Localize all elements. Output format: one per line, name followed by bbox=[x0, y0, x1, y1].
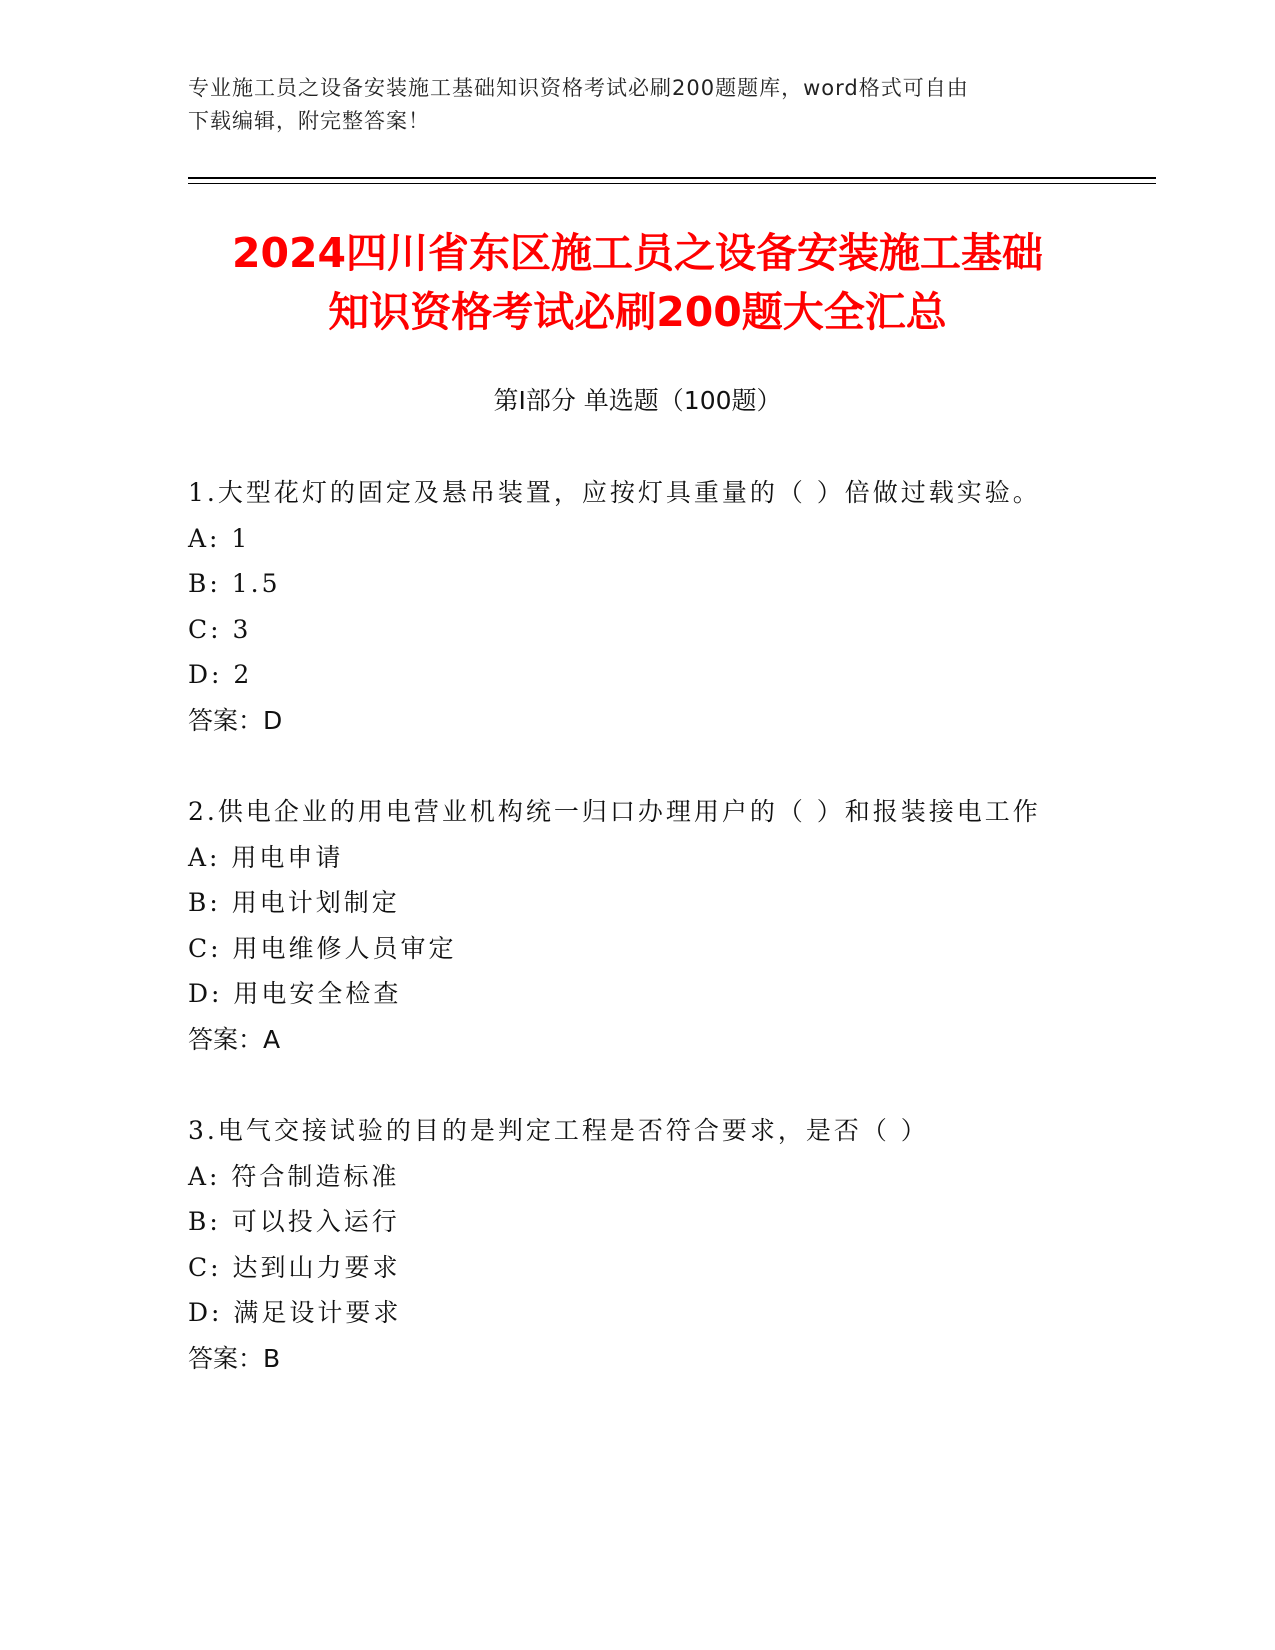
answer: 答案：B bbox=[188, 1343, 281, 1373]
option-c: C: 用电维修人员审定 bbox=[188, 933, 457, 963]
answer: 答案：D bbox=[188, 705, 283, 735]
question-stem: 2.供电企业的用电营业机构统一归口办理用户的（ ）和报装接电工作 bbox=[188, 797, 1041, 826]
intro-text bbox=[188, 72, 1068, 138]
intro-line-1: 专业施工员之设备安装施工基础知识资格考试必刷200题题库，word格式可自由 bbox=[188, 76, 969, 100]
header-divider-thick bbox=[188, 177, 1156, 179]
option-d: D: 用电安全检查 bbox=[188, 979, 402, 1008]
question-stem: 1.大型花灯的固定及悬吊装置，应按灯具重量的（ ）倍做过载实验。 bbox=[188, 478, 1041, 507]
question-stem: 3.电气交接试验的目的是判定工程是否符合要求，是否（ ） bbox=[188, 1116, 929, 1145]
header-divider-thin bbox=[188, 183, 1156, 184]
document-title bbox=[140, 224, 1135, 342]
option-a: A: 用电申请 bbox=[188, 842, 344, 872]
option-b: B: 1.5 bbox=[188, 569, 281, 598]
option-b: B: 可以投入运行 bbox=[188, 1207, 400, 1236]
question-1 bbox=[188, 476, 1088, 749]
option-d: D: 2 bbox=[188, 660, 253, 689]
answer: 答案：A bbox=[188, 1024, 281, 1054]
intro-line-2: 下载编辑，附完整答案！ bbox=[188, 109, 430, 133]
option-a: A: 符合制造标准 bbox=[188, 1161, 400, 1191]
question-2 bbox=[188, 795, 1088, 1068]
title-line-1: 2024四川省东区施工员之设备安装施工基础 bbox=[231, 229, 1044, 277]
title-line-2: 知识资格考试必刷200题大全汇总 bbox=[328, 288, 947, 336]
option-c: C: 3 bbox=[188, 614, 252, 644]
question-3 bbox=[188, 1114, 1088, 1387]
option-b: B: 用电计划制定 bbox=[188, 888, 400, 917]
option-a: A: 1 bbox=[188, 523, 251, 553]
option-d: D: 满足设计要求 bbox=[188, 1298, 402, 1327]
section-heading: 第Ⅰ部分 单选题（100题） bbox=[493, 386, 782, 415]
option-c: C: 达到山力要求 bbox=[188, 1252, 401, 1282]
